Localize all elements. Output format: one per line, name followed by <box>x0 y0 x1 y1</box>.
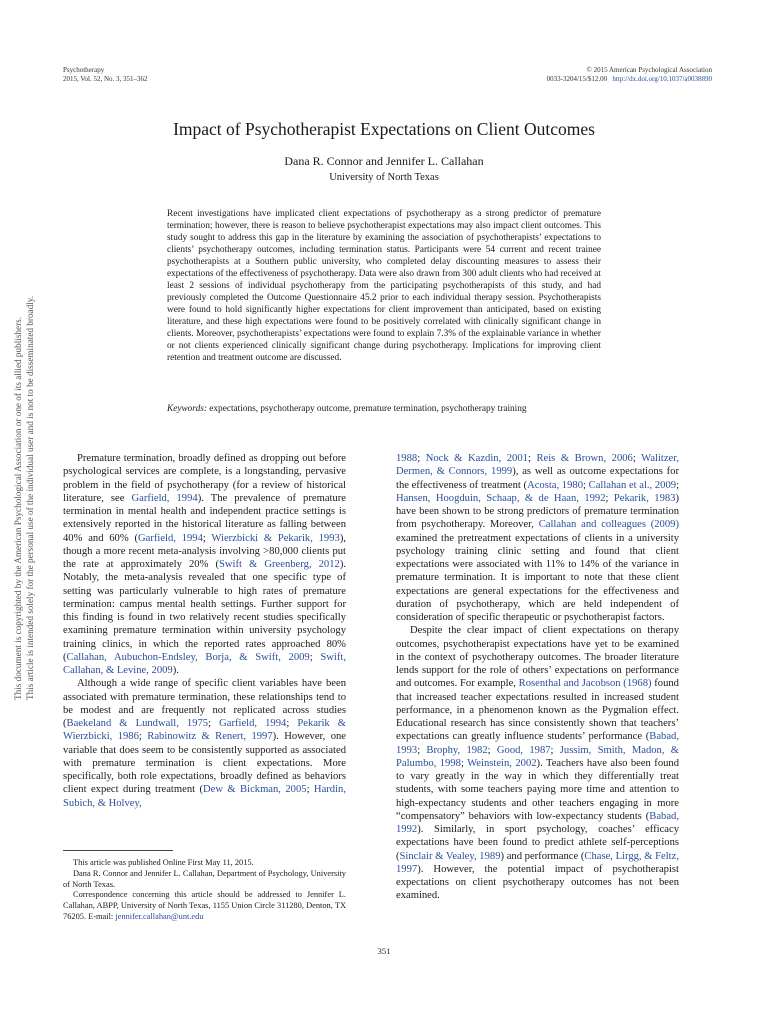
footnote-correspondence <box>63 890 346 922</box>
citation-link[interactable]: Callahan and colleagues (2009) <box>538 519 679 531</box>
author-names: Dana R. Connor and Jennifer L. Callahan <box>284 154 484 168</box>
body-text: ; <box>417 453 426 464</box>
citation-link[interactable]: Callahan, Aubuchon-Endsley, Borja, & Swift, 2009 <box>66 651 310 663</box>
paragraph <box>396 624 679 902</box>
citation-link[interactable]: Weinstein, 2002 <box>467 757 537 769</box>
journal-name: Psychotherapy <box>63 66 105 74</box>
keywords-label: Keywords: <box>167 404 207 414</box>
sidebar-line-2: This article is intended solely for the personal use of the individual user and is not to be disseminated broadly. <box>25 295 35 700</box>
citation-link[interactable]: Garfield, 1994 <box>219 718 287 729</box>
citation-link[interactable]: Hardin, Subich, & Holvey, <box>63 784 346 809</box>
citation-link[interactable]: Sinclair & Vealey, 1989 <box>399 850 501 862</box>
citation-link[interactable]: Reis & Brown, 2006 <box>536 453 633 464</box>
body-text: ; <box>583 479 589 491</box>
citation-link[interactable]: Acosta, 1980 <box>527 479 583 491</box>
citation-link[interactable]: Wierzbicki & Pekarik, 1993 <box>211 532 340 544</box>
journal-volume: 2015, Vol. 52, No. 3, 351–362 <box>63 75 148 83</box>
body-text: ). The prevalence of premature termination in mental health and independent practice settings is extensively reported in the historical literature as falling between 40% and 60% ( <box>63 492 346 544</box>
citation-link[interactable]: Chase, Lirgg, & Feltz, 1997 <box>396 850 679 875</box>
body-text: ; <box>417 744 427 756</box>
body-text: examined the pretreatment expectations of clients in a university psychology training clinic setting and found that client expectations were associated with 11% to 14% of the variance in premature termination. It is important to note that these client expectations are general expectations for the effectiveness and duration of psychotherapy, which are held independent of consideration of specific therapeutic or psychotherapist factors. <box>396 532 679 623</box>
body-text: ; <box>632 453 642 464</box>
author-affiliation: University of North Texas <box>329 172 439 183</box>
issn-doi-line <box>547 75 712 84</box>
citation-link[interactable]: Pekarik, 1983 <box>613 492 676 504</box>
body-column-right <box>396 452 679 903</box>
body-text: ). However, the potential impact of psychotherapist expectations on client psychotherapy outcomes has not been examined. <box>396 863 679 902</box>
article-title: Impact of Psychotherapist Expectations on Client Outcomes <box>173 119 595 139</box>
body-text: ). However, one variable that does seem to be consistently supported as associated with premature termination is client expectations. More specifically, both role expectations, broadly defined as behaviors client expect during treatment ( <box>63 731 346 796</box>
citation-link[interactable]: Walitzer, Dermen, & Connors, 1999 <box>396 453 680 478</box>
keywords-list: expectations, psychotherapy outcome, premature termination, psychotherapy training <box>209 404 527 414</box>
body-text: ). Notably, the meta-analysis revealed that one specific type of setting was particularly vulnerable to high rates of premature termination: campus mental health settings. Further support for this finding is found in two relatively recent studies specifically examining premature termination within university psychology training clinics, in which the reported rates approached 80% ( <box>63 559 346 663</box>
body-text: ), as well as outcome expectations for the effectiveness of treatment ( <box>396 466 679 491</box>
footnotes <box>63 858 346 923</box>
body-text: ; <box>309 651 321 663</box>
body-text: ; <box>286 718 298 729</box>
citation-link[interactable]: Rabinowitz & Renert, 1997 <box>147 731 273 743</box>
sidebar-line-1: This document is copyrighted by the American Psychological Association or one of its allied publishers. <box>13 317 23 700</box>
body-text: Although a wide range of specific client variables have been associated with premature termination, these relationships tend to be modest and are frequently not replicated across studies ( <box>63 678 346 729</box>
citation-link[interactable]: Swift & Greenberg, 2012 <box>219 559 340 570</box>
body-text: found that increased teacher expectations resulted in increased student performance, in a phenomenon known as the Pygmalion effect. Educational research has since consistently shown that teachers’ expectations can greatly influence students’ performance ( <box>396 678 679 743</box>
body-text: ; <box>306 784 314 796</box>
copyright-line: © 2015 American Psychological Association <box>586 66 712 74</box>
body-text: ; <box>527 453 537 464</box>
body-text: ; <box>202 532 212 544</box>
body-text: Despite the clear impact of client expectations on therapy outcomes, psychotherapist expectations have yet to be examined in the context of psychotherapy outcomes. The broader literature lends support for the role of others’ expectations on performance and outcomes. For example, <box>396 625 679 690</box>
running-header-right <box>547 66 712 84</box>
citation-link[interactable]: Babad, 1993 <box>396 731 679 756</box>
citation-link[interactable]: Dew & Bickman, 2005 <box>203 784 307 796</box>
body-text: ; <box>605 492 614 504</box>
citation-link[interactable]: Babad, 1992 <box>396 810 679 835</box>
citation-link[interactable]: Good, 1987 <box>496 744 551 756</box>
paragraph <box>63 677 346 810</box>
body-text: ) have been shown to be strong predictors of premature termination from psychotherapy. Moreover, <box>396 492 679 531</box>
citation-link[interactable]: Nock & Kazdin, 2001 <box>425 453 528 464</box>
body-text: ; <box>676 479 680 491</box>
footnote-published: This article was published Online First May 11, 2015. <box>73 858 254 867</box>
keywords <box>167 403 601 415</box>
citation-link[interactable]: Jussim, Smith, Madon, & Palumbo, 1998 <box>396 744 680 769</box>
citation-link[interactable]: Rosenthal and Jacobson (1968) <box>518 678 652 690</box>
paragraph <box>63 452 346 677</box>
correspondence-text: Correspondence concerning this article should be addressed to Jennifer L. Callahan, ABPP, University of North Texas, 1155 Union Circle 311280, Denton, TX 76205. E-mail: <box>63 890 346 921</box>
citation-link[interactable]: Hansen, Hoogduin, Schaap, & de Haan, 1992 <box>396 492 606 504</box>
citation-link[interactable]: Swift, Callahan, & Levine, 2009 <box>63 651 346 676</box>
citation-link[interactable]: Baekeland & Lundwall, 1975 <box>66 718 209 729</box>
copyright-sidebar <box>13 280 35 700</box>
citation-link[interactable]: Garfield, 1994 <box>137 532 203 544</box>
abstract: Recent investigations have implicated client expectations of psychotherapy as a strong predictor of premature termination; however, there is reason to believe psychotherapist expectations may also impact client outcomes. This study sought to address this gap in the literature by examining the association of psychotherapists’ expectations to clients’ psychotherapy outcomes, including termination status. Participants were 54 current and recent trainee psychotherapists at a Southern public university, who completed delay discounting measures to assess their expectations of the effectiveness of psychotherapy. Data were also drawn from 300 adult clients who had received at least 2 sessions of individual psychotherapy from the participating psychotherapists of this study, and had previously completed the Outcome Questionnaire 45.2 prior to each individual therapy session. Psychotherapists were found to hold significantly higher expectations for client improvement than anticipated, based on existing literature, and these high expectations were found to be positively correlated with clinically significant change in clients. Moreover, psychotherapists’ expectations were found to explain 7.3% of the explainable variance in whether or not clients experienced clinically significant change during psychotherapy. Implications for improving client retention and treatment outcome are discussed. <box>167 209 601 363</box>
body-text: ). Similarly, in sport psychology, coaches’ efficacy expectations have been found to predict athlete self-perceptions ( <box>396 824 679 862</box>
body-text: ), though a more recent meta-analysis involving >80,000 clients put the rate at approximately 20% ( <box>63 532 346 570</box>
citation-link[interactable]: 1988 <box>396 453 418 464</box>
body-column-left <box>63 452 346 810</box>
footnote-rule <box>63 850 173 851</box>
body-text: ; <box>487 744 497 756</box>
body-text: ; <box>208 718 220 729</box>
body-text: Premature termination, broadly defined as dropping out before psychological services are complete, is a longstanding, pervasive problem in the field of psychotherapy (for a review of historical literature, see <box>63 453 346 504</box>
citation-link[interactable]: Brophy, 1982 <box>426 744 488 756</box>
body-text: ; <box>460 757 468 769</box>
body-text: ). Teachers have also been found to vary greatly in the way in which they differentially treat students, with some teachers paying more time and attention to high-expectancy students and other teachers engaging in more “compensatory” behaviors with low-expectancy students ( <box>396 757 680 822</box>
citation-link[interactable]: Callahan et al., 2009 <box>588 479 677 491</box>
body-text: ; <box>550 744 560 756</box>
citation-link[interactable]: Garfield, 1994 <box>131 492 198 504</box>
body-text: ) and performance ( <box>500 850 585 862</box>
page-number: 351 <box>377 946 391 956</box>
body-text: ). <box>172 665 179 676</box>
doi-link[interactable]: http://dx.doi.org/10.1037/a0038890 <box>612 75 712 83</box>
running-header-left <box>63 66 148 84</box>
email-link[interactable]: jennifer.callahan@unt.edu <box>115 911 204 921</box>
footnote-authors: Dana R. Connor and Jennifer L. Callahan, Department of Psychology, University of North Texas. <box>63 868 346 889</box>
issn: 0033-3204/15/$12.00 <box>546 75 608 83</box>
paragraph <box>396 452 679 624</box>
body-text: ; <box>138 731 148 743</box>
citation-link[interactable]: Pekarik & Wierzbicki, 1986 <box>63 718 347 743</box>
